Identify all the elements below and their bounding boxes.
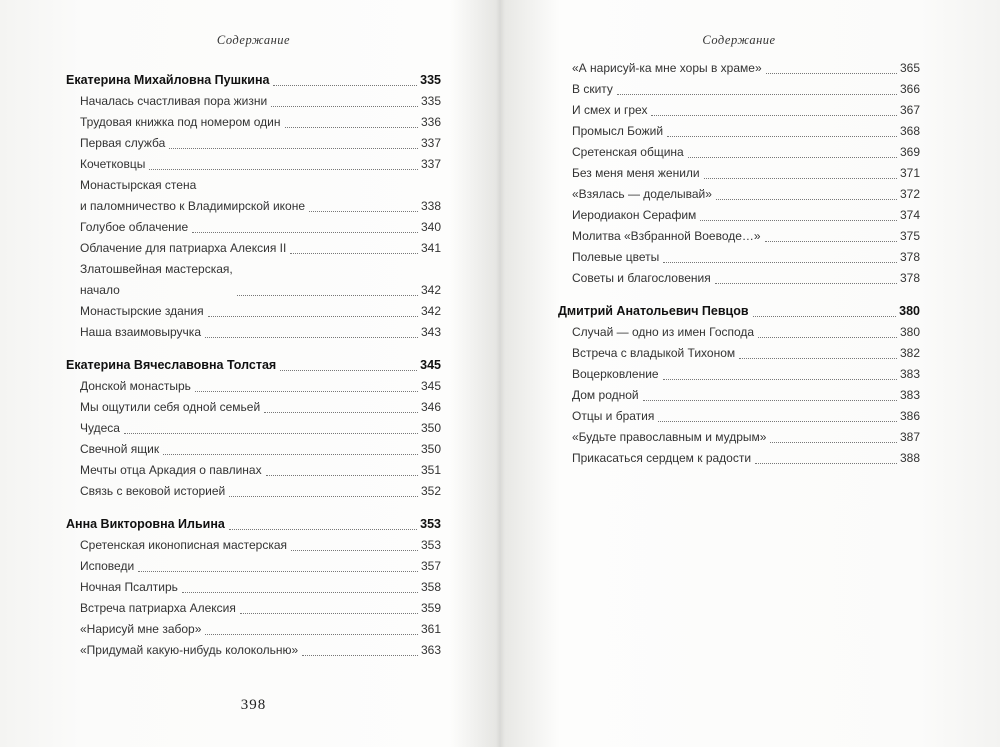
page-ref: 388 (899, 451, 920, 465)
page-ref: 358 (420, 580, 441, 594)
running-head: Содержание (216, 33, 291, 47)
toc-entry[interactable] (66, 301, 441, 322)
dot-leader (663, 379, 897, 380)
entry-title: «Взялась — доделывай» (572, 187, 712, 201)
dot-leader (700, 220, 897, 221)
toc-entry[interactable] (558, 448, 920, 469)
author-name: Анна Викторовна Ильина (66, 517, 225, 531)
entry-title: Наша взаимовыручка (80, 325, 201, 339)
dot-leader (688, 157, 897, 158)
entry-title: Отцы и братия (572, 409, 655, 423)
page-ref: 336 (420, 115, 441, 129)
toc-author-heading[interactable] (558, 301, 920, 322)
dot-leader (149, 169, 418, 170)
toc-entry[interactable] (558, 100, 920, 121)
entry-title: Ночная Псалтирь (80, 580, 178, 594)
page-ref: 382 (899, 346, 920, 360)
page-ref: 335 (420, 94, 441, 108)
page-ref: 353 (420, 538, 441, 552)
author-name: Екатерина Михайловна Пушкина (66, 73, 270, 87)
entry-title: Сретенская община (572, 145, 684, 159)
page-ref: 343 (420, 325, 441, 339)
toc-entry[interactable] (558, 226, 920, 247)
page-ref: 346 (420, 400, 441, 414)
toc-entry[interactable] (558, 322, 920, 343)
page-ref: 361 (420, 622, 441, 636)
toc-entry[interactable] (66, 322, 441, 343)
page-ref: 365 (899, 61, 920, 75)
toc-entry[interactable] (66, 535, 441, 556)
toc-entry[interactable] (66, 376, 441, 397)
dot-leader (182, 592, 418, 593)
toc-entry[interactable] (66, 460, 441, 481)
toc-entry[interactable] (66, 418, 441, 439)
entry-title: Монастырские здания (80, 304, 204, 318)
toc-entry[interactable] (558, 427, 920, 448)
toc-entry[interactable] (66, 481, 441, 502)
entry-title: «А нарисуй-ка мне хоры в храме» (572, 61, 762, 75)
page-ref: 359 (420, 601, 441, 615)
table-of-contents (558, 58, 920, 469)
page-ref: 337 (420, 157, 441, 171)
page-ref: 338 (420, 199, 441, 213)
page-ref: 335 (420, 73, 441, 87)
dot-leader (302, 655, 418, 656)
toc-entry[interactable] (558, 343, 920, 364)
entry-title: Мечты отца Аркадия о павлинах (80, 463, 262, 477)
left-page (66, 0, 441, 747)
toc-entry[interactable] (66, 91, 441, 112)
toc-entry[interactable] (66, 439, 441, 460)
table-of-contents (66, 70, 441, 661)
dot-leader (663, 262, 897, 263)
entry-title: Советы и благословения (572, 271, 711, 285)
entry-title: «Нарисуй мне забор» (80, 622, 202, 636)
page-ref: 352 (420, 484, 441, 498)
dot-leader (291, 550, 418, 551)
toc-entry[interactable] (558, 247, 920, 268)
dot-leader (124, 433, 418, 434)
toc-entry[interactable] (558, 142, 920, 163)
entry-title: Началась счастливая пора жизни (80, 94, 268, 108)
page-ref: 337 (420, 136, 441, 150)
toc-entry[interactable] (66, 577, 441, 598)
toc-entry[interactable] (66, 175, 441, 217)
page-ref: 368 (899, 124, 920, 138)
dot-leader (169, 148, 418, 149)
dot-leader (205, 337, 418, 338)
toc-entry[interactable] (558, 406, 920, 427)
dot-leader (237, 295, 418, 296)
entry-title: Трудовая книжка под номером один (80, 115, 281, 129)
entry-title: Молитва «Взбранной Воеводе…» (572, 229, 761, 243)
entry-title: Воцерковление (572, 367, 659, 381)
entry-title: Монастырская стена и паломничество к Владимирской иконе (80, 178, 306, 213)
entry-title: Дом родной (572, 388, 639, 402)
page-ref: 380 (899, 304, 920, 318)
entry-title: Донской монастырь (80, 379, 191, 393)
toc-entry[interactable] (66, 640, 441, 661)
dot-leader (266, 475, 418, 476)
entry-title: Встреча с владыкой Тихоном (572, 346, 736, 360)
dot-leader (617, 94, 897, 95)
entry-title: Без меня меня женили (572, 166, 700, 180)
page-ref: 386 (899, 409, 920, 423)
toc-entry[interactable] (66, 217, 441, 238)
dot-leader (651, 115, 897, 116)
page-ref: 372 (899, 187, 920, 201)
page-ref: 371 (899, 166, 920, 180)
entry-title: Первая служба (80, 136, 166, 150)
page-ref: 350 (420, 442, 441, 456)
toc-entry[interactable] (66, 619, 441, 640)
toc-entry[interactable] (558, 163, 920, 184)
dot-leader (755, 463, 897, 464)
dot-leader (704, 178, 897, 179)
page-ref: 369 (899, 145, 920, 159)
page-ref: 345 (420, 379, 441, 393)
running-head: Содержание (702, 33, 776, 47)
author-name: Екатерина Вячеславовна Толстая (66, 358, 277, 372)
page-ref: 351 (420, 463, 441, 477)
toc-entry[interactable] (66, 259, 441, 301)
toc-section (558, 301, 920, 469)
entry-title: Случай — одно из имен Господа (572, 325, 755, 339)
page-ref: 380 (899, 325, 920, 339)
dot-leader (240, 613, 418, 614)
page-ref: 345 (420, 358, 441, 372)
toc-author-heading[interactable] (66, 355, 441, 376)
toc-author-heading[interactable] (66, 70, 441, 91)
toc-entry[interactable] (558, 205, 920, 226)
dot-leader (273, 85, 417, 86)
dot-leader (753, 316, 897, 317)
entry-title: Прикасаться сердцем к радости (572, 451, 752, 465)
page-ref: 367 (899, 103, 920, 117)
page-ref: 341 (420, 241, 441, 255)
toc-entry[interactable] (66, 598, 441, 619)
entry-title: Кочетковцы (80, 157, 146, 171)
dot-leader (290, 253, 418, 254)
dot-leader (208, 316, 418, 317)
dot-leader (271, 106, 418, 107)
entry-title: Иеродиакон Серафим (572, 208, 697, 222)
toc-entry[interactable] (558, 364, 920, 385)
entry-title: И смех и грех (572, 103, 648, 117)
toc-section (66, 355, 441, 502)
entry-title: Мы ощутили себя одной семьей (80, 400, 261, 414)
entry-title: Златошвейная мастерская, начало (80, 262, 233, 297)
entry-title: Голубое облачение (80, 220, 189, 234)
page-ref: 350 (420, 421, 441, 435)
right-page (558, 0, 920, 747)
entry-title: Исповеди (80, 559, 135, 573)
entry-title: В скиту (572, 82, 613, 96)
entry-title: «Придумай какую-нибудь колокольню» (80, 643, 299, 657)
page-ref: 342 (420, 283, 441, 297)
toc-entry[interactable] (558, 58, 920, 79)
dot-leader (770, 442, 897, 443)
page-ref: 387 (899, 430, 920, 444)
dot-leader (285, 127, 418, 128)
page-ref: 342 (420, 304, 441, 318)
page-ref: 353 (420, 517, 441, 531)
toc-entry[interactable] (558, 121, 920, 142)
toc-entry[interactable] (558, 268, 920, 289)
toc-entry[interactable] (66, 238, 441, 259)
toc-section (558, 58, 920, 289)
toc-entry[interactable] (66, 133, 441, 154)
toc-entry[interactable] (558, 79, 920, 100)
dot-leader (758, 337, 897, 338)
page-ref: 374 (899, 208, 920, 222)
entry-title: «Будьте православным и мудрым» (572, 430, 767, 444)
entry-title: Чудеса (80, 421, 120, 435)
dot-leader (766, 73, 897, 74)
page-ref: 378 (899, 271, 920, 285)
page-ref: 375 (899, 229, 920, 243)
page-ref: 363 (420, 643, 441, 657)
entry-title: Встреча патриарха Алексия (80, 601, 236, 615)
page-ref: 340 (420, 220, 441, 234)
toc-entry[interactable] (66, 556, 441, 577)
toc-entry[interactable] (66, 397, 441, 418)
dot-leader (309, 211, 418, 212)
dot-leader (163, 454, 418, 455)
toc-entry[interactable] (558, 385, 920, 406)
entry-title: Сретенская иконописная мастерская (80, 538, 288, 552)
page-ref: 366 (899, 82, 920, 96)
dot-leader (715, 283, 897, 284)
entry-title: Промысл Божий (572, 124, 664, 138)
page-ref: 383 (899, 367, 920, 381)
dot-leader (205, 634, 418, 635)
author-name: Дмитрий Анатольевич Певцов (558, 304, 749, 318)
dot-leader (765, 241, 897, 242)
toc-entry[interactable] (558, 184, 920, 205)
dot-leader (667, 136, 897, 137)
dot-leader (192, 232, 418, 233)
page-ref: 378 (899, 250, 920, 264)
page-number: 398 (240, 697, 267, 713)
toc-section (66, 70, 441, 343)
dot-leader (138, 571, 418, 572)
toc-author-heading[interactable] (66, 514, 441, 535)
dot-leader (280, 370, 417, 371)
dot-leader (739, 358, 897, 359)
toc-entry[interactable] (66, 112, 441, 133)
dot-leader (229, 529, 417, 530)
page-ref: 383 (899, 388, 920, 402)
dot-leader (716, 199, 897, 200)
dot-leader (643, 400, 897, 401)
dot-leader (229, 496, 418, 497)
dot-leader (195, 391, 418, 392)
entry-title: Полевые цветы (572, 250, 660, 264)
dot-leader (658, 421, 897, 422)
toc-entry[interactable] (66, 154, 441, 175)
toc-section (66, 514, 441, 661)
dot-leader (264, 412, 418, 413)
entry-title: Облачение для патриарха Алексия II (80, 241, 287, 255)
entry-title: Свечной ящик (80, 442, 160, 456)
entry-title: Связь с вековой историей (80, 484, 226, 498)
page-ref: 357 (420, 559, 441, 573)
